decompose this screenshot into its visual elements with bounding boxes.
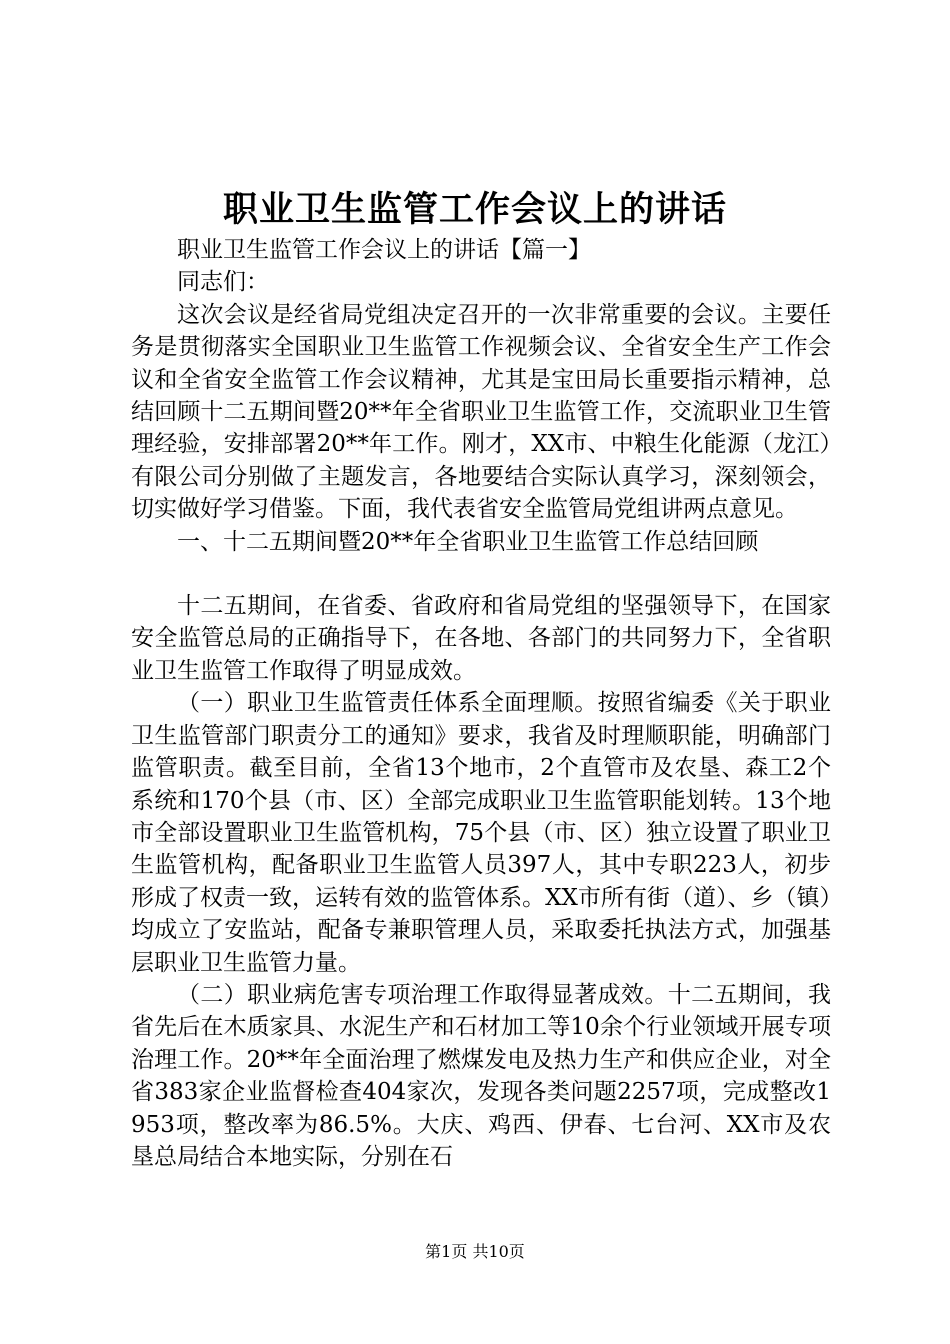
page-number: 第1页 共10页 xyxy=(425,1242,525,1261)
body-paragraph: 这次会议是经省局党组决定召开的一次非常重要的会议。主要任务是贯彻落实全国职业卫生监管工作视频会议、全省安全生产工作会议和全省安全监管工作会议精神，尤其是宝田局长重要指示精神，总结回顾十二五期间暨20**年全省职业卫生监管工作，交流职业卫生管理经验，安排部署20**年工作。刚才，XX市、中粮生化能源（龙江）有限公司分别做了主题发言，各地要结合实际认真学习，深刻领会，切实做好学习借鉴。下面，我代表省安全监管局党组讲两点意见。 xyxy=(131,301,831,523)
section-heading: 一、十二五期间暨20**年全省职业卫生监管工作总结回顾 xyxy=(177,528,759,555)
document-body xyxy=(131,234,831,1173)
salutation: 同志们： xyxy=(177,269,269,296)
body-paragraph: （二）职业病危害专项治理工作取得显著成效。十二五期间，我省先后在木质家具、水泥生产和石材加工等10余个行业领域开展专项治理工作。20**年全面治理了燃煤发电及热力生产和供应企业，对全省383家企业监督检查404家次，发现各类问题2257项，完成整改1953项，整改率为86.5%。大庆、鸡西、伊春、七台河、XX市及农垦总局结合本地实际，分别在石 xyxy=(131,981,831,1170)
body-paragraph: 十二五期间，在省委、省政府和省局党组的坚强领导下，在国家安全监管总局的正确指导下，在各地、各部门的共同努力下，全省职业卫生监管工作取得了明显成效。 xyxy=(131,593,831,684)
body-paragraph: （一）职业卫生监管责任体系全面理顺。按照省编委《关于职业卫生监管部门职责分工的通知》要求，我省及时理顺职能，明确部门监管职责。截至目前，全省13个地市，2个直管市及农垦、森工2个系统和170个县（市、区）全部完成职业卫生监管职能划转。13个地市全部设置职业卫生监管机构，75个县（市、区）独立设置了职业卫生监管机构，配备职业卫生监管人员397人，其中专职223人，初步形成了权责一致，运转有效的监管体系。XX市所有街（道）、乡（镇）均成立了安监站，配备专兼职管理人员，采取委托执法方式，加强基层职业卫生监管力量。 xyxy=(131,690,831,976)
section-heading: 职业卫生监管工作会议上的讲话【篇一】 xyxy=(177,237,591,263)
document-title: 职业卫生监管工作会议上的讲话 xyxy=(222,189,727,230)
